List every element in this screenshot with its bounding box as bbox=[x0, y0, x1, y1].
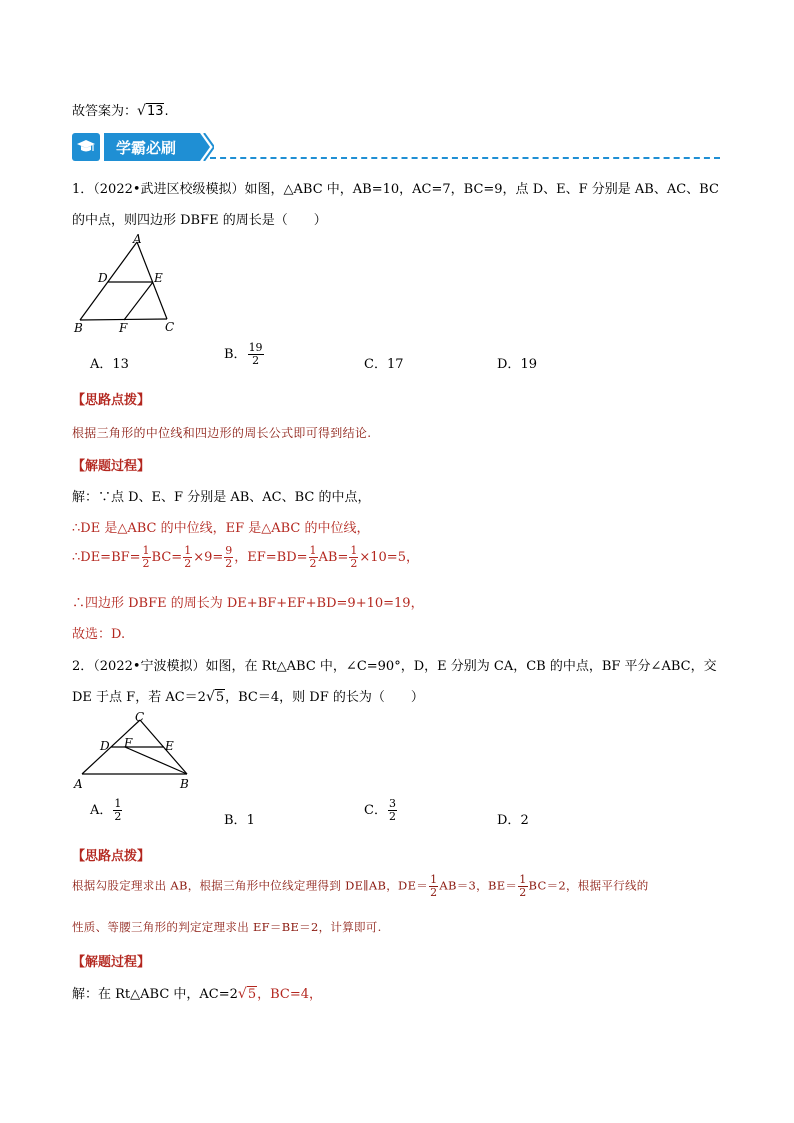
q2-label-b: B bbox=[180, 777, 189, 791]
q1-solution-line5: 故选：D. bbox=[72, 627, 126, 642]
q1-label-c: C bbox=[165, 320, 175, 334]
q1-label-e: E bbox=[154, 271, 163, 285]
q2-hint-line1: 根据勾股定理求出 AB，根据三角形中位线定理得到 DE∥AB，DE＝ $\frac{1}{2}$ AB＝3，BE＝ $\frac{1}{2}$ BC＝2，根据平行线的 bbox=[72, 873, 649, 899]
q1-hint-title: 【思路点拨】 bbox=[72, 393, 151, 408]
q2-label-c: C bbox=[135, 710, 145, 724]
q2-stem-line2: DE 于点 F，若 AC＝2√5，BC＝4，则 DF 的长为（ ） bbox=[72, 689, 424, 705]
q2-label-a: A bbox=[74, 777, 83, 791]
q1-choice-b[interactable]: B． $\frac{19}{2}$ bbox=[224, 341, 263, 367]
sqrt-expression: √13 bbox=[137, 103, 164, 119]
q1-stem-line2: 的中点，则四边形 DBFE 的周长是（ ） bbox=[72, 213, 327, 228]
q1-hint-text: 根据三角形的中位线和四边形的周长公式即可得到结论. bbox=[72, 426, 372, 440]
q2-choice-d[interactable]: D．2 bbox=[497, 813, 529, 828]
graduation-cap-icon bbox=[76, 138, 96, 156]
q1-solution-line3: ∴DE=BF= $\frac{1}{2}$ BC= $\frac{1}{2}$ ×9= $\frac{9}{2}$ ，EF=BD= $\frac{1}{2}$ AB= $\frac{1}{2}$ ×10=5， bbox=[72, 544, 419, 570]
banner-title: 学霸必刷 bbox=[116, 139, 177, 157]
q2-hint-title: 【思路点拨】 bbox=[72, 849, 151, 864]
q1-label-b: B bbox=[74, 321, 83, 335]
q2-label-f: F bbox=[124, 736, 133, 750]
q2-solution-title: 【解题过程】 bbox=[72, 955, 151, 970]
section-banner bbox=[72, 133, 214, 161]
q2-choice-b[interactable]: B．1 bbox=[224, 813, 255, 828]
q1-label-a: A bbox=[133, 232, 142, 246]
q1-choice-c[interactable]: C．17 bbox=[364, 357, 404, 372]
q2-label-e: E bbox=[165, 739, 174, 753]
q2-choice-a[interactable]: A． $\frac{1}{2}$ bbox=[90, 797, 122, 823]
q1-solution-title: 【解题过程】 bbox=[72, 459, 151, 474]
q1-solution-line4: ∴四边形 DBFE 的周长为 DE+BF+EF+BD=9+10=19， bbox=[72, 596, 424, 611]
previous-answer: 故答案为：√13. bbox=[72, 103, 169, 119]
q2-bisector-bf bbox=[125, 747, 187, 774]
q1-solution-line2: ∴DE 是△ABC 的中位线，EF 是△ABC 的中位线， bbox=[72, 521, 370, 536]
q1-segment-ef bbox=[124, 282, 153, 320]
q2-hint-line2: 性质、等腰三角形的判定定理求出 EF＝BE＝2，计算即可. bbox=[72, 920, 382, 934]
q1-solution-line1: 解：∵点 D、E、F 分别是 AB、AC、BC 的中点， bbox=[72, 490, 371, 505]
q2-stem-line1: 2．（2022•宁波模拟）如图，在 Rt△ABC 中，∠C=90°，D，E 分别为 CA，CB 的中点，BF 平分∠ABC，交 bbox=[72, 659, 717, 674]
answer-prefix: 故答案为： bbox=[72, 104, 138, 119]
q1-label-f: F bbox=[119, 321, 128, 335]
q1-choice-d[interactable]: D．19 bbox=[497, 357, 537, 372]
q1-choice-a[interactable]: A．13 bbox=[90, 357, 129, 372]
q1-label-d: D bbox=[98, 271, 108, 285]
q1-side-bc bbox=[80, 319, 167, 320]
q2-label-d: D bbox=[100, 739, 110, 753]
banner-divider bbox=[210, 157, 720, 159]
q1-side-ab bbox=[80, 242, 137, 320]
q2-solution-line1: 解：在 Rt△ABC 中，AC=2√5，BC=4， bbox=[72, 986, 323, 1002]
q1-stem-line1: 1．（2022•武进区校级模拟）如图，△ABC 中，AB=10，AC=7，BC=9，点 D、E、F 分别是 AB、AC、BC bbox=[72, 182, 719, 197]
q2-choice-c[interactable]: C． $\frac{3}{2}$ bbox=[364, 797, 396, 823]
